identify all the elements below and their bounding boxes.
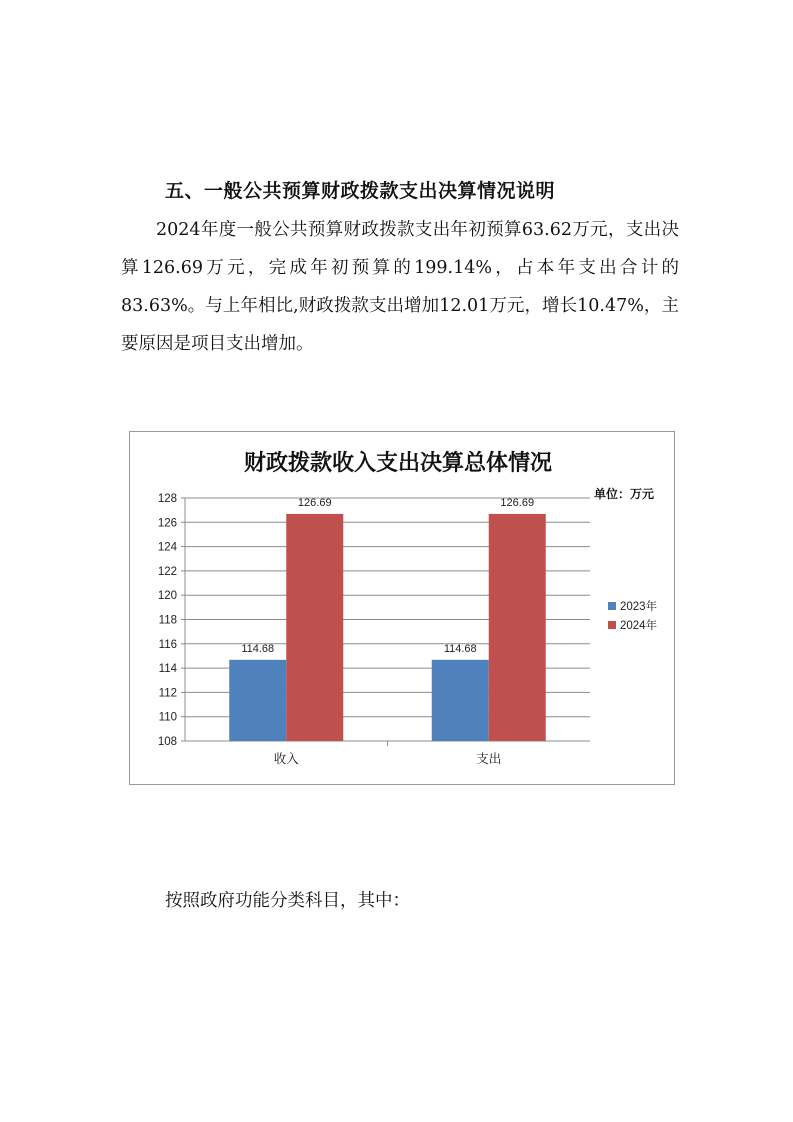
function-classification-intro: 按照政府功能分类科目，其中： [165, 891, 410, 911]
legend-label: 2023年 [620, 601, 658, 613]
bar-chart [129, 431, 675, 785]
y-tick-label: 118 [158, 614, 177, 627]
unit-label: 单位：万元 [594, 487, 655, 501]
chart-canvas [130, 432, 676, 786]
y-tick-label: 122 [157, 565, 177, 578]
chart-title: 财政拨款收入支出决算总体情况 [243, 450, 553, 475]
legend-swatch [608, 621, 616, 629]
bar [432, 660, 489, 741]
y-tick-label: 116 [158, 638, 177, 651]
data-label: 114.68 [443, 642, 477, 655]
data-label: 114.68 [241, 642, 275, 655]
section-heading: 五、一般公共预算财政拨款支出决算情况说明 [165, 180, 556, 202]
legend-label: 2024年 [620, 620, 658, 632]
x-tick-label: 收入 [273, 752, 299, 766]
y-tick-label: 108 [157, 736, 177, 748]
y-tick-label: 128 [157, 493, 177, 505]
y-tick-label: 112 [158, 687, 177, 700]
bar [286, 514, 343, 741]
y-tick-label: 114 [158, 663, 177, 676]
y-tick-label: 126 [157, 517, 177, 530]
legend-swatch [608, 602, 616, 610]
bar [229, 660, 286, 741]
data-label: 126.69 [297, 496, 332, 509]
bar [489, 514, 546, 741]
section-paragraph: 2024年度一般公共预算财政拨款支出年初预算63.62万元，支出决算126.69万元，完成年初预算的199.14%，占本年支出合计的83.63%。与上年相比,财政拨款支出增加12.01万元，增长10.47%，主要原因是项目支出增加。 [121, 220, 679, 354]
y-tick-label: 110 [158, 711, 177, 724]
x-tick-label: 支出 [476, 752, 502, 766]
data-label: 126.69 [500, 496, 535, 509]
y-tick-label: 124 [157, 541, 177, 554]
y-tick-label: 120 [157, 590, 177, 603]
